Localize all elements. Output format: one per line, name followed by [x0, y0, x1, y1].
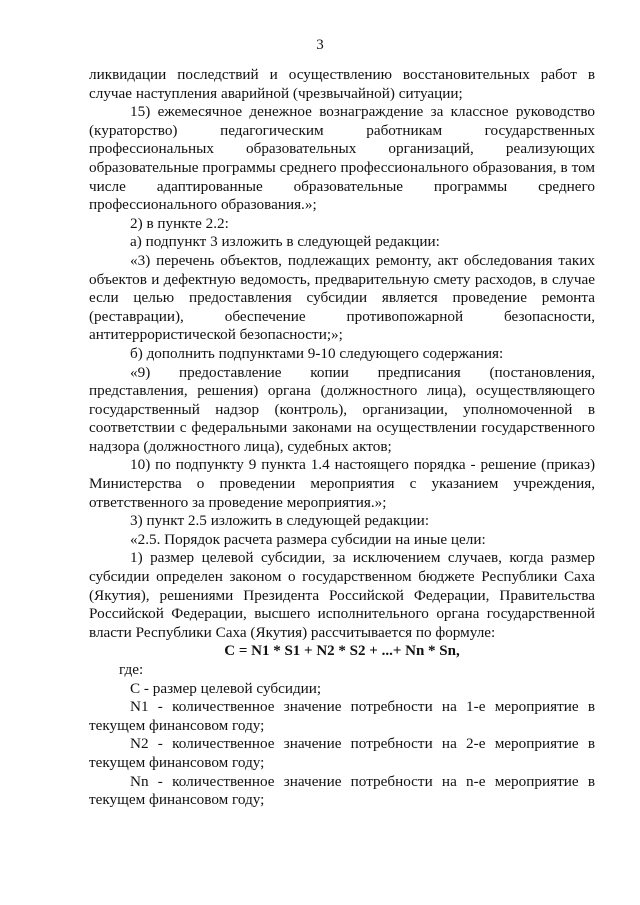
- paragraph-where: где:: [119, 661, 144, 678]
- paragraph-4: а) подпункт 3 изложить в следующей редакции:: [130, 233, 440, 251]
- page-number: 3: [316, 37, 324, 53]
- paragraph-7: «9) предоставление копии предписания (постановления, представления, решения) органа (должностного лица), осуществляющего государственный надзор (контроль), организации, уполномоченной в соответствии с федеральными законами на осуществлении государственного надзора (должностного лица), судебных актов;: [89, 363, 595, 455]
- document-body: [89, 66, 595, 810]
- paragraph-9: 3) пункт 2.5 изложить в следующей редакции:: [130, 512, 430, 530]
- paragraph-2: 15) ежемесячное денежное вознаграждение за классное руководство (кураторство) педагогическим работникам государственных профессиональных образовательных организаций, реализующих образовательные программы среднего профессионального образования, в том числе адаптированные образовательные программы среднего профессионального образования.»;: [89, 103, 595, 214]
- paragraph-5: «3) перечень объектов, подлежащих ремонту, акт обследования таких объектов и дефектную ведомость, предварительную смету расходов, в случае если целью предоставления субсидии является проведение ремонта (реставрации), обеспечение противопожарной безопасности, антитеррористической безопасности;»;: [89, 251, 595, 344]
- definition-c: С - размер целевой субсидии;: [130, 679, 322, 697]
- formula: C = N1 * S1 + N2 * S2 + ...+ Nn * Sn,: [224, 643, 460, 660]
- paragraph-1: ликвидации последствий и осуществлению восстановительных работ в случае наступления аварийной (чрезвычайной) ситуации;: [89, 66, 595, 102]
- paragraph-6: б) дополнить подпунктами 9-10 следующего содержания:: [130, 344, 504, 362]
- paragraph-10: «2.5. Порядок расчета размера субсидии на иные цели:: [130, 530, 486, 548]
- definition-n2: N2 - количественное значение потребности на 2-е мероприятие в текущем финансовом году;: [89, 735, 595, 771]
- paragraph-3: 2) в пункте 2.2:: [130, 214, 229, 232]
- definition-nn: Nn - количественное значение потребности на n-е мероприятие в текущем финансовом году;: [89, 772, 595, 809]
- paragraph-8: 10) по подпункту 9 пункта 1.4 настоящего порядка - решение (приказ) Министерства о проведении мероприятия с указанием учреждения, ответственного за проведение мероприятия.»;: [89, 456, 595, 511]
- paragraph-11: 1) размер целевой субсидии, за исключением случаев, когда размер субсидии определен законом о государственном бюджете Республики Саха (Якутия), решениями Президента Российской Федерации, Правительства Российской Федерации, высшего исполнительного органа государственной власти Республики Саха (Якутия) рассчитывается по формуле:: [89, 549, 595, 641]
- definition-n1: N1 - количественное значение потребности на 1-е мероприятие в текущем финансовом году;: [89, 698, 595, 734]
